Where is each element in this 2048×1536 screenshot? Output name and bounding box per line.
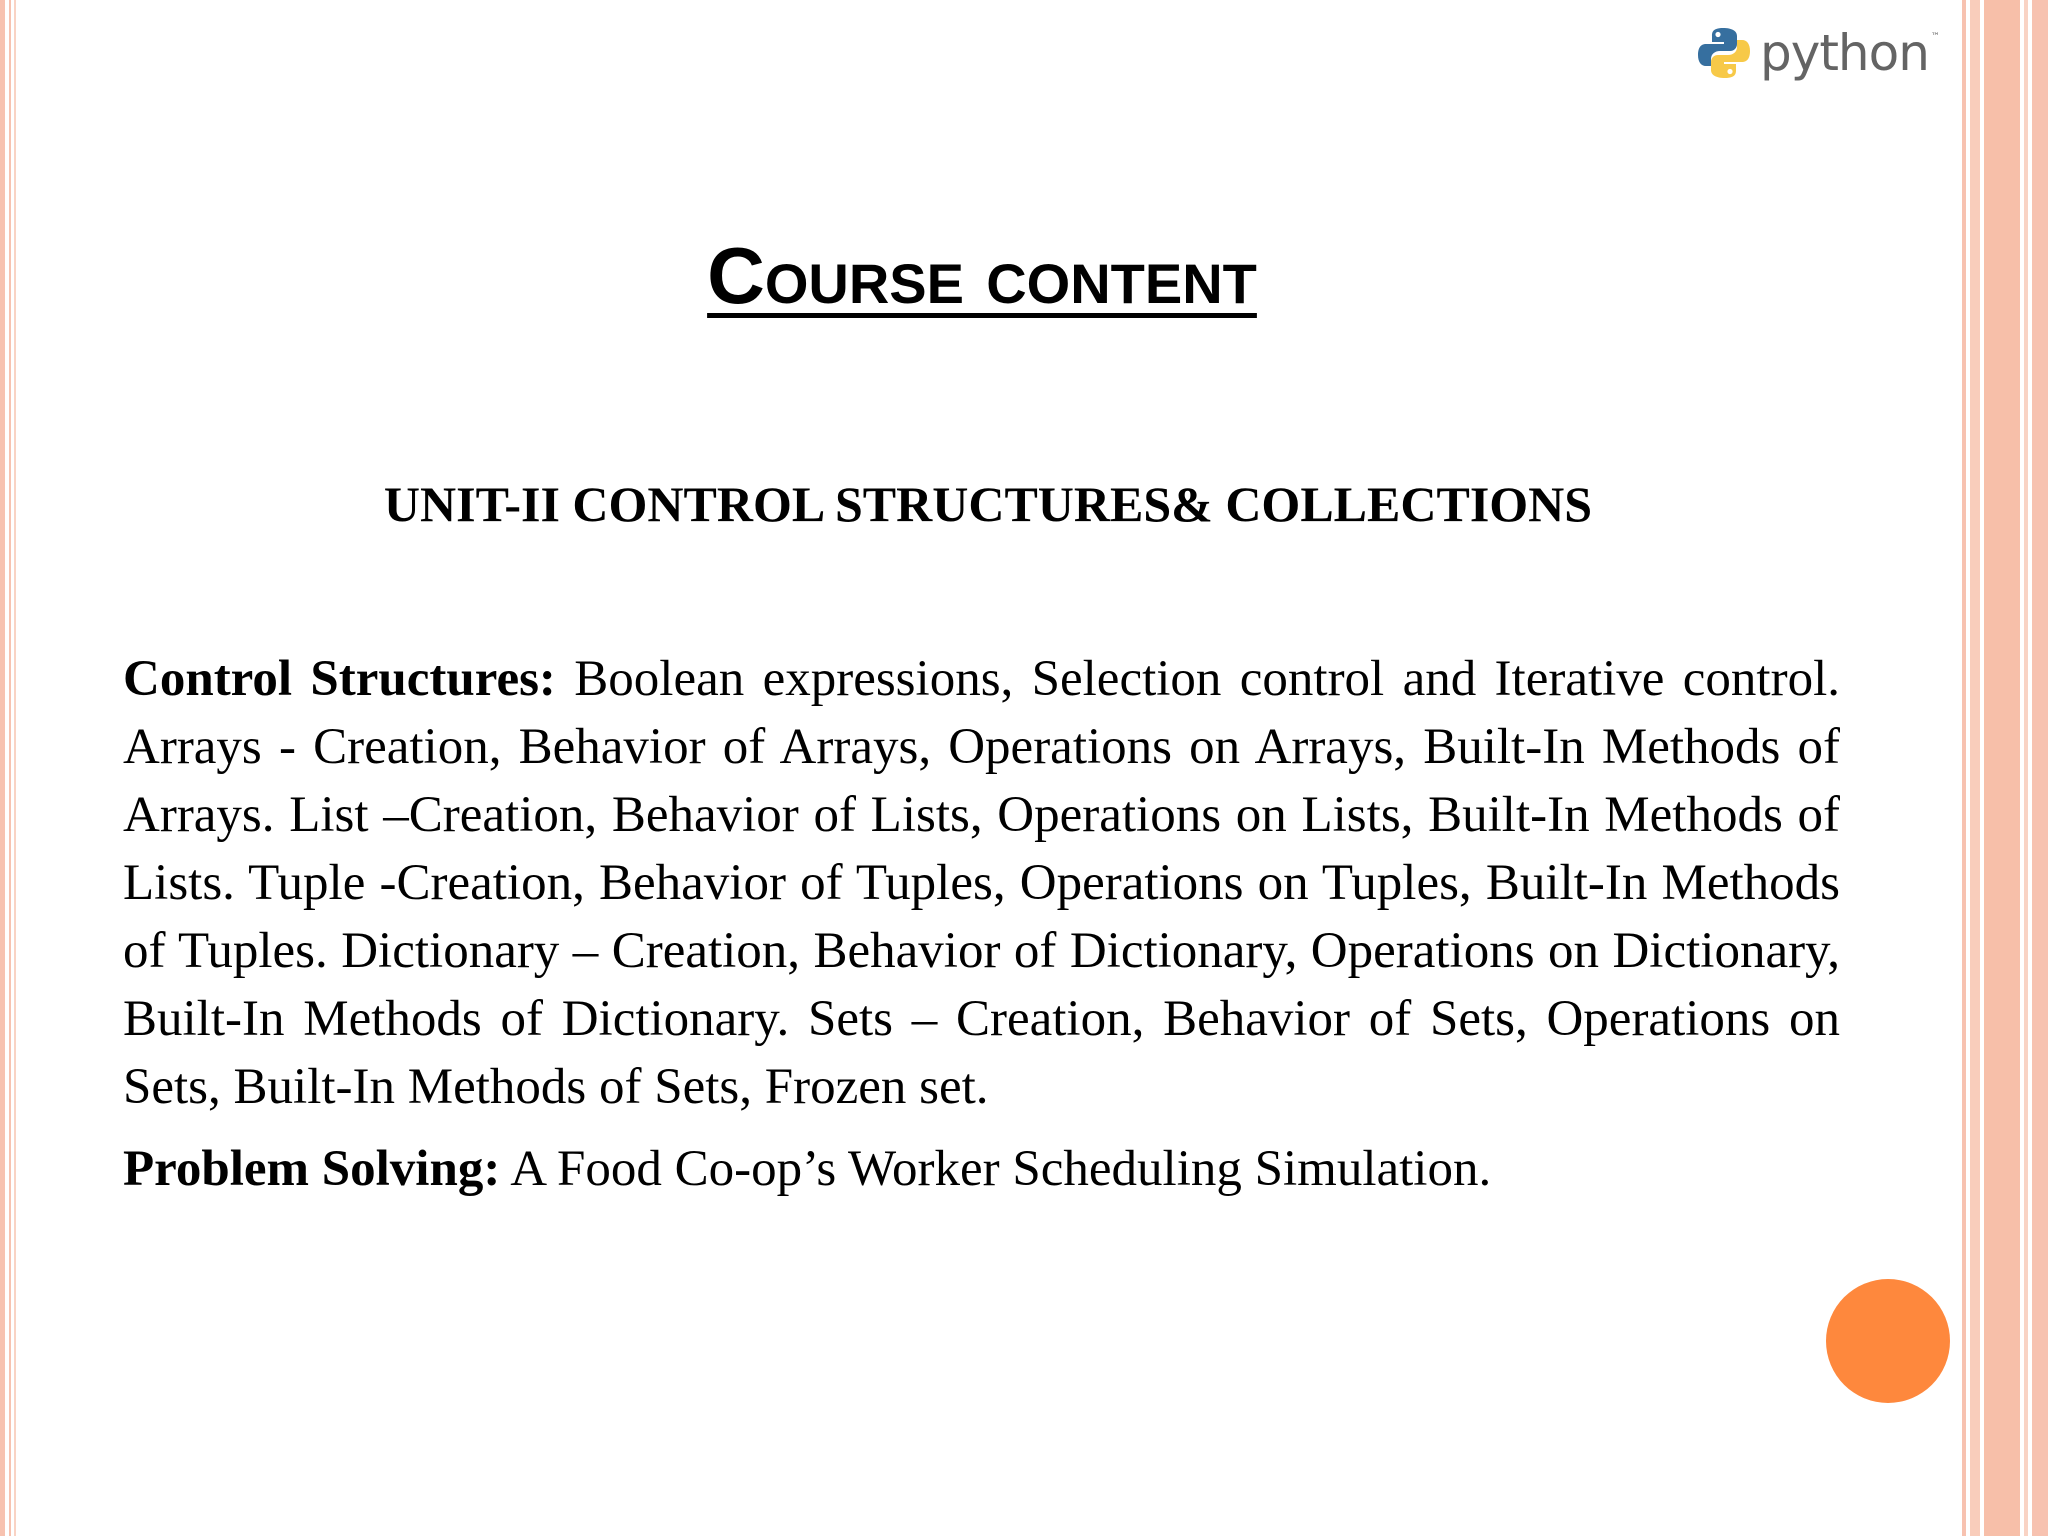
unit-heading: UNIT-II CONTROL STRUCTURES& COLLECTIONS	[383, 476, 1593, 532]
right-border-stripe	[2032, 0, 2048, 1536]
paragraph-label: Control Structures:	[123, 651, 556, 707]
problem-solving-paragraph	[123, 1135, 1840, 1203]
left-border-stripe	[9, 0, 11, 1536]
right-border-stripe	[2024, 0, 2028, 1536]
python-logo	[1696, 18, 1940, 88]
right-border-stripe	[1984, 0, 2020, 1536]
course-content-body	[123, 645, 1840, 1203]
right-border-stripe	[1970, 0, 1980, 1536]
slide-title	[0, 232, 1964, 320]
decorative-orange-circle	[1826, 1279, 1950, 1403]
paragraph-text: Boolean expressions, Selection control and Iterative control. Arrays - Creation, Behavior of Arrays, Operations on Arrays, Built-In Methods of Arrays. List –Creation, Behavior of Lists, Operations on Lists, Built-In Methods of Lists. Tuple -Creation, Behavior of Tuples, Operations on Tuples, Built-In Methods of Tuples. Dictionary – Creation, Behavior of Dictionary, Operations on Dictionary, Built-In Methods of Dictionary. Sets – Creation, Behavior of Sets, Operations on Sets, Built-In Methods of Sets, Frozen set.	[123, 651, 1840, 1115]
control-structures-paragraph	[123, 645, 1840, 1121]
paragraph-text: A Food Co-op’s Worker Scheduling Simulation.	[500, 1141, 1492, 1197]
logo-trademark: ™	[1930, 32, 1940, 42]
paragraph-label: Problem Solving:	[123, 1141, 501, 1197]
left-border-stripe	[0, 0, 5, 1536]
python-logo-icon	[1696, 25, 1752, 81]
right-border-stripe	[1962, 0, 1966, 1536]
left-border-stripe	[14, 0, 16, 1536]
logo-wordmark: python	[1760, 24, 1929, 82]
slide-title-text: Course content	[707, 231, 1257, 320]
